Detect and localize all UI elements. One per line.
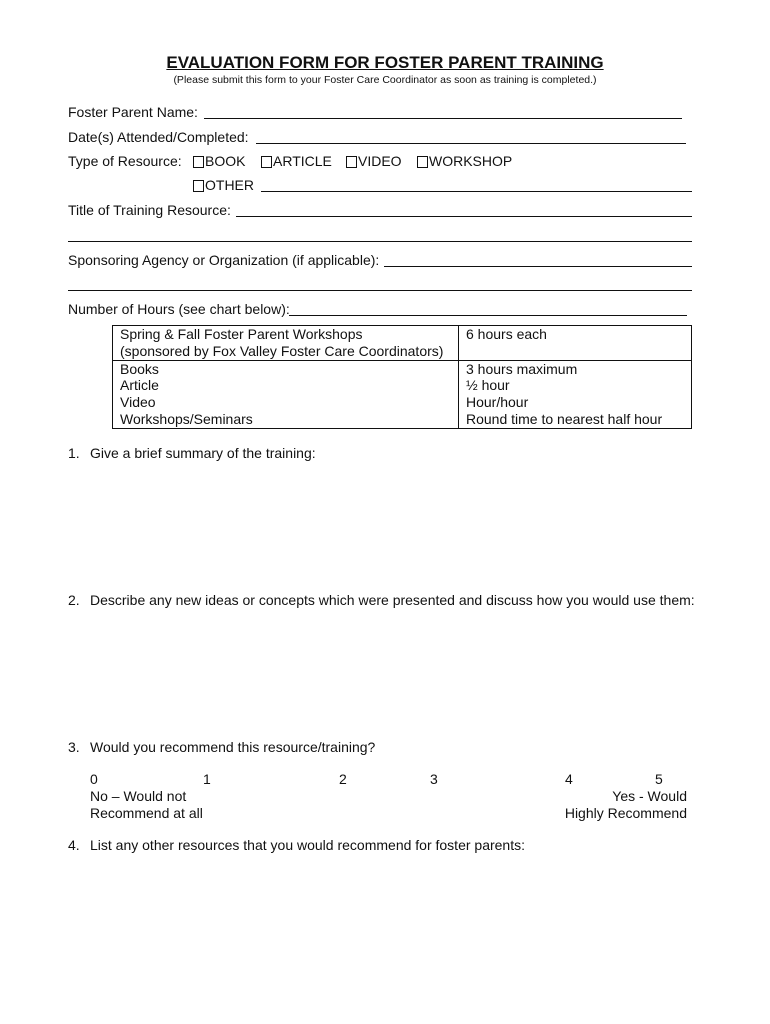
title-of-training-label: Title of Training Resource: xyxy=(68,202,231,218)
dates-attended-label: Date(s) Attended/Completed: xyxy=(68,129,249,145)
video-checkbox[interactable] xyxy=(346,156,357,168)
other-checkbox[interactable] xyxy=(193,180,204,192)
rating-2[interactable]: 2 xyxy=(339,771,347,787)
table-cell-resource: Workshops/Seminars xyxy=(120,410,253,427)
table-cell-resource: Spring & Fall Foster Parent Workshops xyxy=(120,326,363,342)
type-of-resource-label: Type of Resource: xyxy=(68,153,182,169)
sponsoring-agency-label: Sponsoring Agency or Organization (if applicable): xyxy=(68,252,380,268)
resource-option-book[interactable]: BOOK xyxy=(193,153,245,169)
form-instructions: (Please submit this form to your Foster Care Coordinator as soon as training is completed.) xyxy=(173,74,597,86)
sponsoring-agency-field[interactable] xyxy=(384,266,692,267)
dates-attended-field[interactable] xyxy=(256,143,686,144)
resource-option-other[interactable]: OTHER xyxy=(193,177,254,193)
resource-option-workshop[interactable]: WORKSHOP xyxy=(417,153,512,169)
question-4: 4. List any other resources that you would recommend for foster parents: xyxy=(68,837,525,853)
table-row xyxy=(113,326,692,361)
article-checkbox[interactable] xyxy=(261,156,272,168)
rating-0[interactable]: 0 xyxy=(90,771,98,787)
rating-3[interactable]: 3 xyxy=(430,771,438,787)
table-cell-resource: Article xyxy=(120,377,159,394)
table-cell-hours: 3 hours maximum xyxy=(466,360,578,377)
table-cell-hours: ½ hour xyxy=(466,377,510,394)
question-2: 2. Describe any new ideas or concepts which were presented and discuss how you would use them: xyxy=(68,592,695,608)
title-of-training-field[interactable] xyxy=(236,216,692,217)
question-4-answer-area[interactable] xyxy=(90,858,690,988)
rating-high-label: Yes - Would Highly Recommend xyxy=(564,788,687,821)
other-resource-field[interactable] xyxy=(261,191,692,192)
number-of-hours-label: Number of Hours (see chart below): xyxy=(68,301,290,317)
form-title: EVALUATION FORM FOR FOSTER PARENT TRAINING xyxy=(166,53,604,72)
table-cell-hours: 6 hours each xyxy=(466,326,547,342)
table-row xyxy=(113,360,692,428)
number-of-hours-field[interactable] xyxy=(289,315,687,316)
hours-chart-table xyxy=(112,325,692,429)
table-cell-hours: Round time to nearest half hour xyxy=(466,410,663,427)
question-1: 1. Give a brief summary of the training: xyxy=(68,445,316,461)
table-cell-resource: Books xyxy=(120,360,159,377)
table-cell-resource: (sponsored by Fox Valley Foster Care Coordinators) xyxy=(120,342,444,359)
sponsoring-agency-field-line-2[interactable] xyxy=(68,290,692,291)
question-2-answer-area[interactable] xyxy=(90,613,690,733)
rating-low-label: No – Would not Recommend at all xyxy=(90,788,203,821)
question-3: 3. Would you recommend this resource/training? xyxy=(68,739,376,755)
rating-1[interactable]: 1 xyxy=(203,771,211,787)
title-of-training-field-line-2[interactable] xyxy=(68,241,692,242)
table-cell-hours: Hour/hour xyxy=(466,394,529,411)
rating-5[interactable]: 5 xyxy=(655,771,663,787)
foster-parent-name-label: Foster Parent Name: xyxy=(68,104,198,120)
rating-4[interactable]: 4 xyxy=(565,771,573,787)
question-1-answer-area[interactable] xyxy=(90,466,690,586)
resource-option-article[interactable]: ARTICLE xyxy=(261,153,332,169)
resource-option-video[interactable]: VIDEO xyxy=(346,153,402,169)
book-checkbox[interactable] xyxy=(193,156,204,168)
table-cell-resource: Video xyxy=(120,394,156,411)
foster-parent-name-field[interactable] xyxy=(204,118,682,119)
workshop-checkbox[interactable] xyxy=(417,156,428,168)
